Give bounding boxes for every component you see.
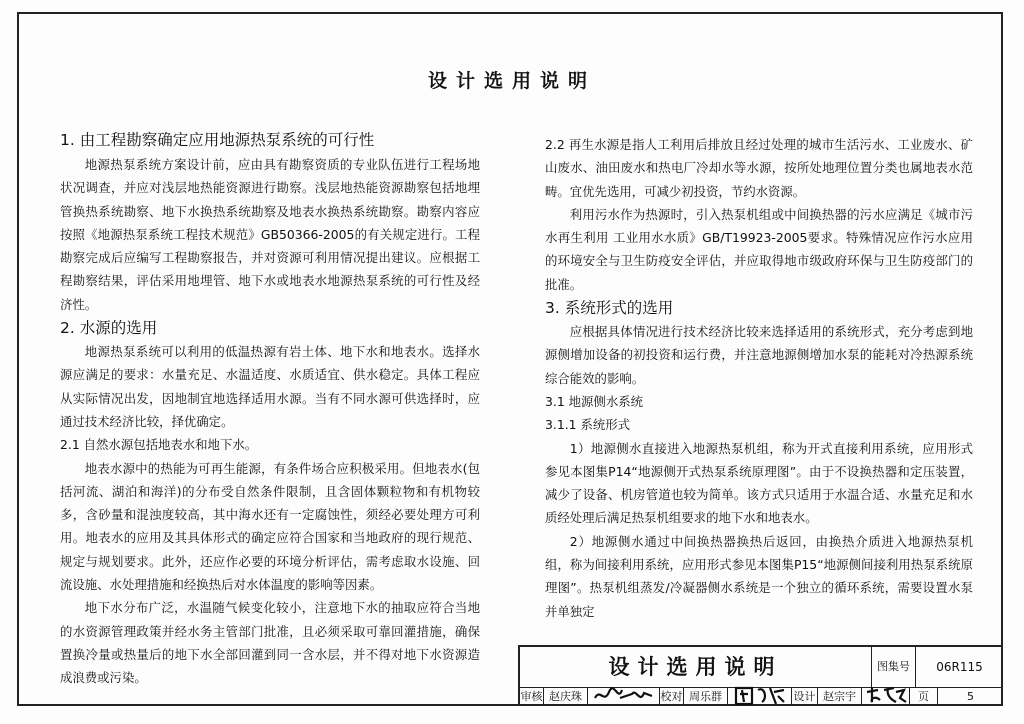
section-1-heading: 1. 由工程勘察确定应用地源热泵系统的可行性 [60, 131, 375, 149]
section-3-paragraph: 应根据具体情况进行技术经济比较来选择适用的系统形式，充分考虑到地源侧增加设备的初投资和运行费，并注意地源侧增加水泵的能耗对冷热源系统综合能效的影响。 [545, 324, 973, 386]
designer-signature-cell [862, 688, 910, 706]
title-block-sign-row [520, 688, 1003, 706]
checker-signature [732, 684, 788, 706]
section-2-1-heading: 2.1 自然水源包括地表水和地下水。 [60, 437, 258, 453]
section-1-paragraph: 地源热泵系统方案设计前，应由具有勘察资质的专业队伍进行工程场地状况调查，并应对浅层地热能资源进行勘察。浅层地热能资源勘察包括地埋管换热系统勘察、地下水换热系统勘察及地表水换热系统勘察。勘察内容应按照《地源热泵系统工程技术规范》GB50366-2005的有关规定进行。工程勘察完成后应编写工程勘察报告，并对资源可利用情况提出建议。应根据工程勘察结果，评估采用地埋管、地下水或地表水地源热泵系统的可行性及经济性。 [60, 157, 480, 312]
reviewer-signature [592, 684, 656, 706]
title-block [518, 645, 1003, 706]
section-3-1-1-heading: 3.1.1 系统形式 [545, 417, 631, 433]
design-label: 设计 [792, 688, 818, 706]
right-column [545, 133, 973, 623]
section-3-1-heading: 3.1 地源侧水系统 [545, 393, 643, 409]
checker-name: 周乐群 [684, 688, 728, 706]
section-3-heading: 3. 系统形式的选用 [545, 299, 674, 318]
designer-signature [864, 684, 908, 706]
section-2-1-paragraph-2: 地下水分布广泛，水温随气候变化较小，注意地下水的抽取应符合当地的水资源管理政策并经水务主管部门批准，且必须采取可靠回灌措施，确保置换冷量或热量后的地下水全部回灌到同一含水层，并不得对地下水资源造成浪费或污染。 [60, 600, 480, 686]
reviewer-name: 赵庆珠 [544, 688, 588, 706]
reviewer-signature-cell [588, 688, 660, 706]
title-block-top-row [520, 647, 1003, 688]
page-title: 设计选用说明 [427, 70, 596, 92]
section-3-1-1-paragraph-2: 2）地源侧水通过中间换热器换热后返回，由换热介质进入地源热泵机组，称为间接利用系统，应用形式参见本图集P15“地源侧间接利用热泵系统原理图”。热泵机组蒸发/冷凝器侧水系统是一个独立的循环系统，需要设置水泵并单独定 [545, 533, 973, 619]
section-2-paragraph: 地源热泵系统可以利用的低温热源有岩土体、地下水和地表水。选择水源应满足的要求：水量充足、水温适度、水质适宜、供水稳定。具体工程应从实际情况出发，因地制宜地选择适用水源。当有不同水源可供选择时，应通过技术经济比较，择优确定。 [60, 344, 480, 429]
section-2-1-paragraph-1: 地表水源中的热能为可再生能源，有条件场合应积极采用。但地表水(包括河流、湖泊和海洋)的分布受自然条件限制，且含固体颗粒物和有机物较多，含砂量和混浊度较高，其中海水还有一定腐蚀性，须经必要处理方可利用。地表水的应用及其具体形式的确定应符合国家和当地政府的现行规范、规定与规划要求。此外，还应作必要的环境分析评估，需考虑取水设施、回流设施、水处理措施和经换热后对水体温度的影响等因素。 [60, 460, 480, 593]
section-2-2-paragraph-1: 2.2 再生水源是指人工利用后排放且经过处理的城市生活污水、工业废水、矿山废水、油田废水和热电厂冷却水等水源，按所处地理位置分类也属地表水范畴。宜优先选用，可减少初投资，节约水资源。 [545, 137, 973, 199]
title-block-title: 设计选用说明 [520, 647, 872, 687]
review-label: 审核 [520, 688, 544, 706]
atlas-number-label: 图集号 [872, 647, 916, 687]
designer-name: 赵宗宇 [818, 688, 862, 706]
page-number: 5 [967, 690, 974, 703]
left-column [60, 128, 480, 690]
section-2-2-paragraph-2: 利用污水作为热源时，引入热泵机组或中间换热器的污水应满足《城市污水再生利用 工业用水水质》GB/T19923-2005要求。特殊情况应作污水应用的环境安全与卫生防疫安全评估，并应取得地市级政府环保与卫生防疫部门的批准。 [545, 206, 973, 292]
check-label: 校对 [660, 688, 684, 706]
section-2-heading: 2. 水源的选用 [60, 319, 158, 338]
checker-signature-cell [728, 688, 792, 706]
page-label: 页 [910, 688, 938, 706]
section-3-1-1-paragraph-1: 1）地源侧水直接进入地源热泵机组，称为开式直接利用系统，应用形式参见本图集P14“地源侧开式热泵系统原理图”。由于不设换热器和定压装置，减少了设备、机房管道也较为简单。该方式只适用于水温合适、水量充足和水质经处理后满足热泵机组要求的地下水和地表水。 [545, 440, 973, 526]
atlas-number: 06R115 [936, 660, 983, 674]
